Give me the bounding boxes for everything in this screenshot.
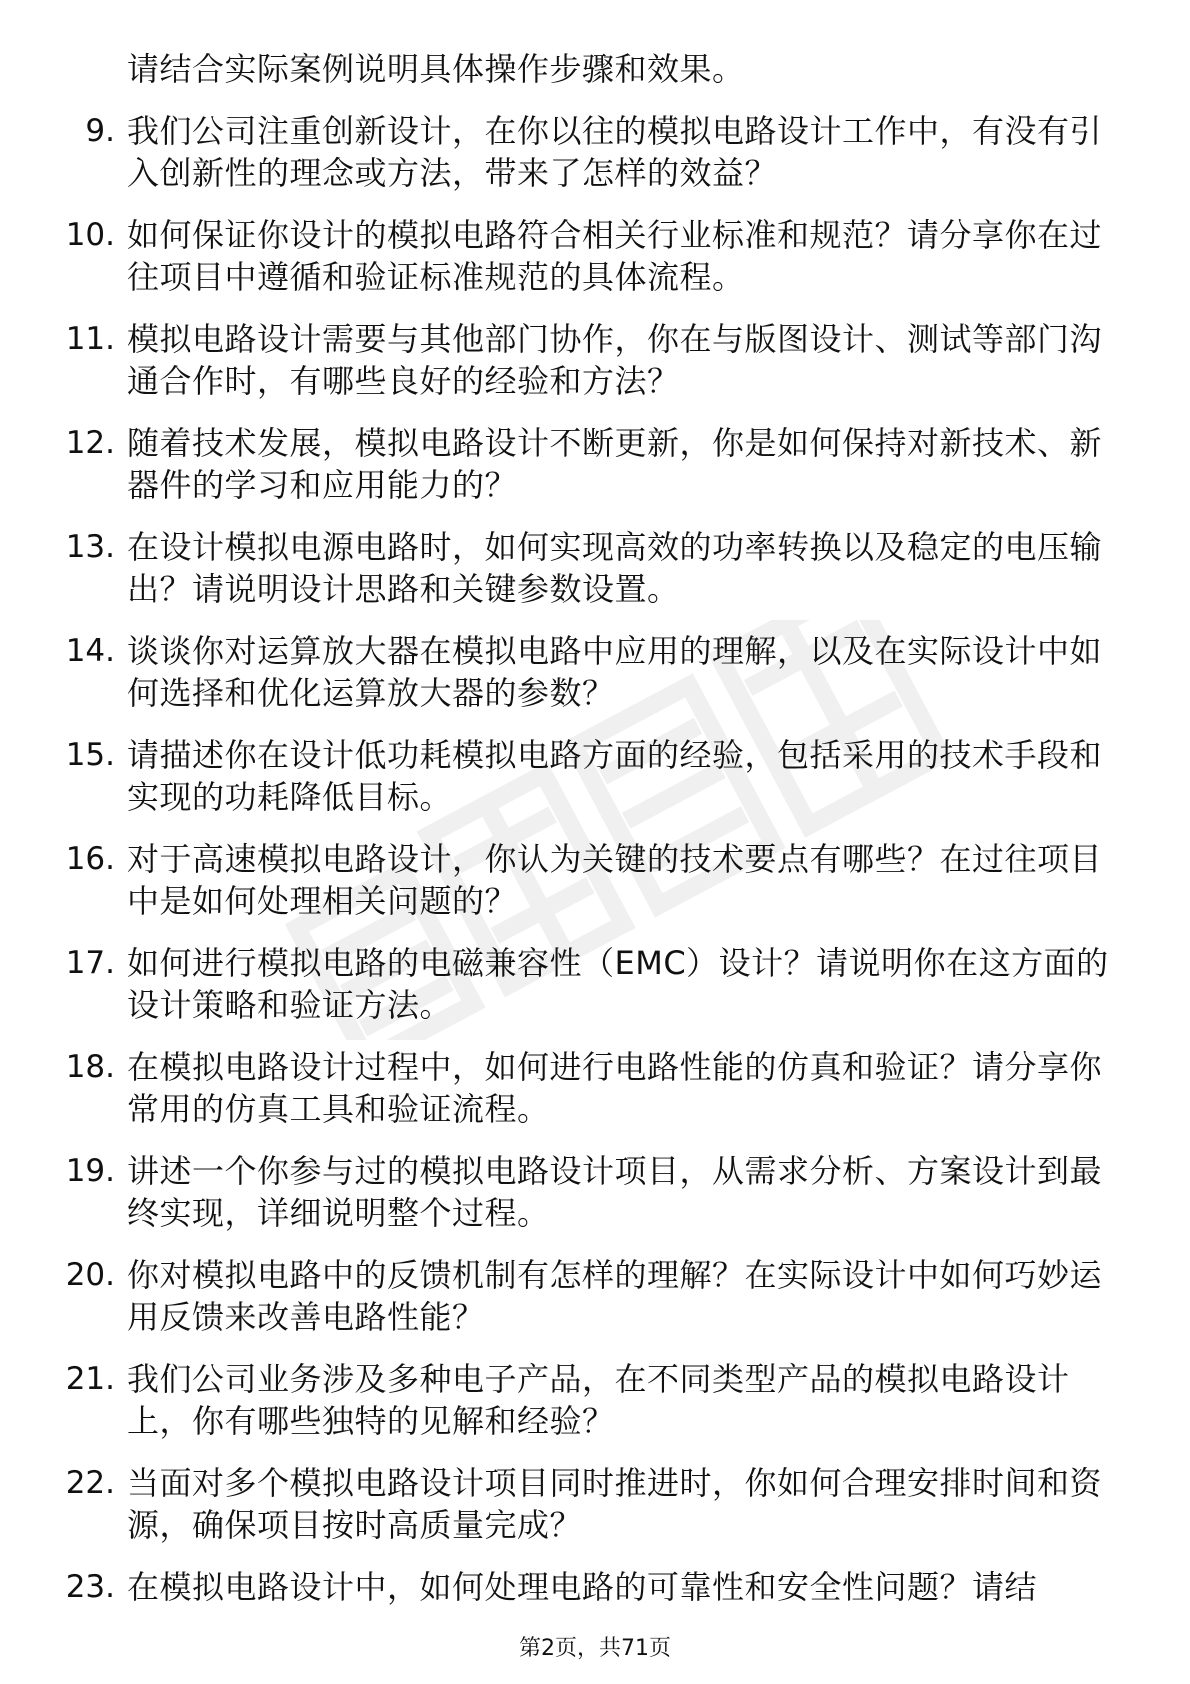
list-item — [0, 110, 1190, 214]
question-text: 我们公司注重创新设计，在你以往的模拟电路设计工作中，有没有引入创新性的理念或方法，带来了怎样的效益？ — [127, 112, 1103, 192]
list-item — [0, 1046, 1190, 1150]
list-item — [0, 422, 1190, 526]
question-text: 在模拟电路设计中，如何处理电路的可靠性和安全性问题？请结 — [127, 1568, 1038, 1606]
list-item — [0, 838, 1190, 942]
question-number: 18. — [65, 1049, 115, 1085]
list-item — [0, 630, 1190, 734]
list-item — [0, 1462, 1190, 1566]
question-list — [0, 110, 1190, 1670]
question-number: 11. — [65, 321, 115, 357]
question-text: 如何进行模拟电路的电磁兼容性（EMC）设计？请说明你在这方面的设计策略和验证方法。 — [127, 944, 1109, 1024]
question-text: 对于高速模拟电路设计，你认为关键的技术要点有哪些？在过往项目中是如何处理相关问题的？ — [127, 840, 1103, 920]
list-item — [0, 1358, 1190, 1462]
question-number: 16. — [65, 841, 115, 877]
question-text: 谈谈你对运算放大器在模拟电路中应用的理解，以及在实际设计中如何选择和优化运算放大器的参数？ — [127, 632, 1103, 712]
question-number: 21. — [65, 1361, 115, 1397]
list-item — [0, 1150, 1190, 1254]
continued-question-text: 请结合实际案例说明具体操作步骤和效果。 — [127, 50, 745, 88]
list-item — [0, 214, 1190, 318]
question-text: 模拟电路设计需要与其他部门协作，你在与版图设计、测试等部门沟通合作时，有哪些良好的经验和方法？ — [127, 320, 1103, 400]
page-footer — [0, 1635, 1190, 1663]
question-number: 9. — [85, 113, 115, 149]
question-text: 随着技术发展，模拟电路设计不断更新，你是如何保持对新技术、新器件的学习和应用能力的？ — [127, 424, 1103, 504]
list-item — [0, 318, 1190, 422]
list-item — [0, 942, 1190, 1046]
question-text: 我们公司业务涉及多种电子产品，在不同类型产品的模拟电路设计上，你有哪些独特的见解和经验？ — [127, 1360, 1070, 1440]
page-indicator: 第2页，共71页 — [519, 1636, 671, 1661]
question-text: 如何保证你设计的模拟电路符合相关行业标准和规范？请分享你在过往项目中遵循和验证标准规范的具体流程。 — [127, 216, 1103, 296]
question-number: 17. — [65, 945, 115, 981]
question-text: 你对模拟电路中的反馈机制有怎样的理解？在实际设计中如何巧妙运用反馈来改善电路性能？ — [127, 1256, 1103, 1336]
question-number: 22. — [65, 1465, 115, 1501]
question-text: 在模拟电路设计过程中，如何进行电路性能的仿真和验证？请分享你常用的仿真工具和验证流程。 — [127, 1048, 1103, 1128]
question-number: 12. — [65, 425, 115, 461]
question-text: 讲述一个你参与过的模拟电路设计项目，从需求分析、方案设计到最终实现，详细说明整个过程。 — [127, 1152, 1103, 1232]
question-text: 请描述你在设计低功耗模拟电路方面的经验，包括采用的技术手段和实现的功耗降低目标。 — [127, 736, 1103, 816]
question-text: 在设计模拟电源电路时，如何实现高效的功率转换以及稳定的电压输出？请说明设计思路和关键参数设置。 — [127, 528, 1103, 608]
list-item — [0, 1254, 1190, 1358]
list-item — [0, 734, 1190, 838]
list-item — [0, 526, 1190, 630]
question-number: 13. — [65, 529, 115, 565]
question-number: 10. — [65, 217, 115, 253]
question-number: 20. — [65, 1257, 115, 1293]
question-number: 19. — [65, 1153, 115, 1189]
question-text: 当面对多个模拟电路设计项目同时推进时，你如何合理安排时间和资源，确保项目按时高质量完成？ — [127, 1464, 1103, 1544]
question-number: 14. — [65, 633, 115, 669]
question-number: 15. — [65, 737, 115, 773]
question-number: 23. — [65, 1569, 115, 1605]
